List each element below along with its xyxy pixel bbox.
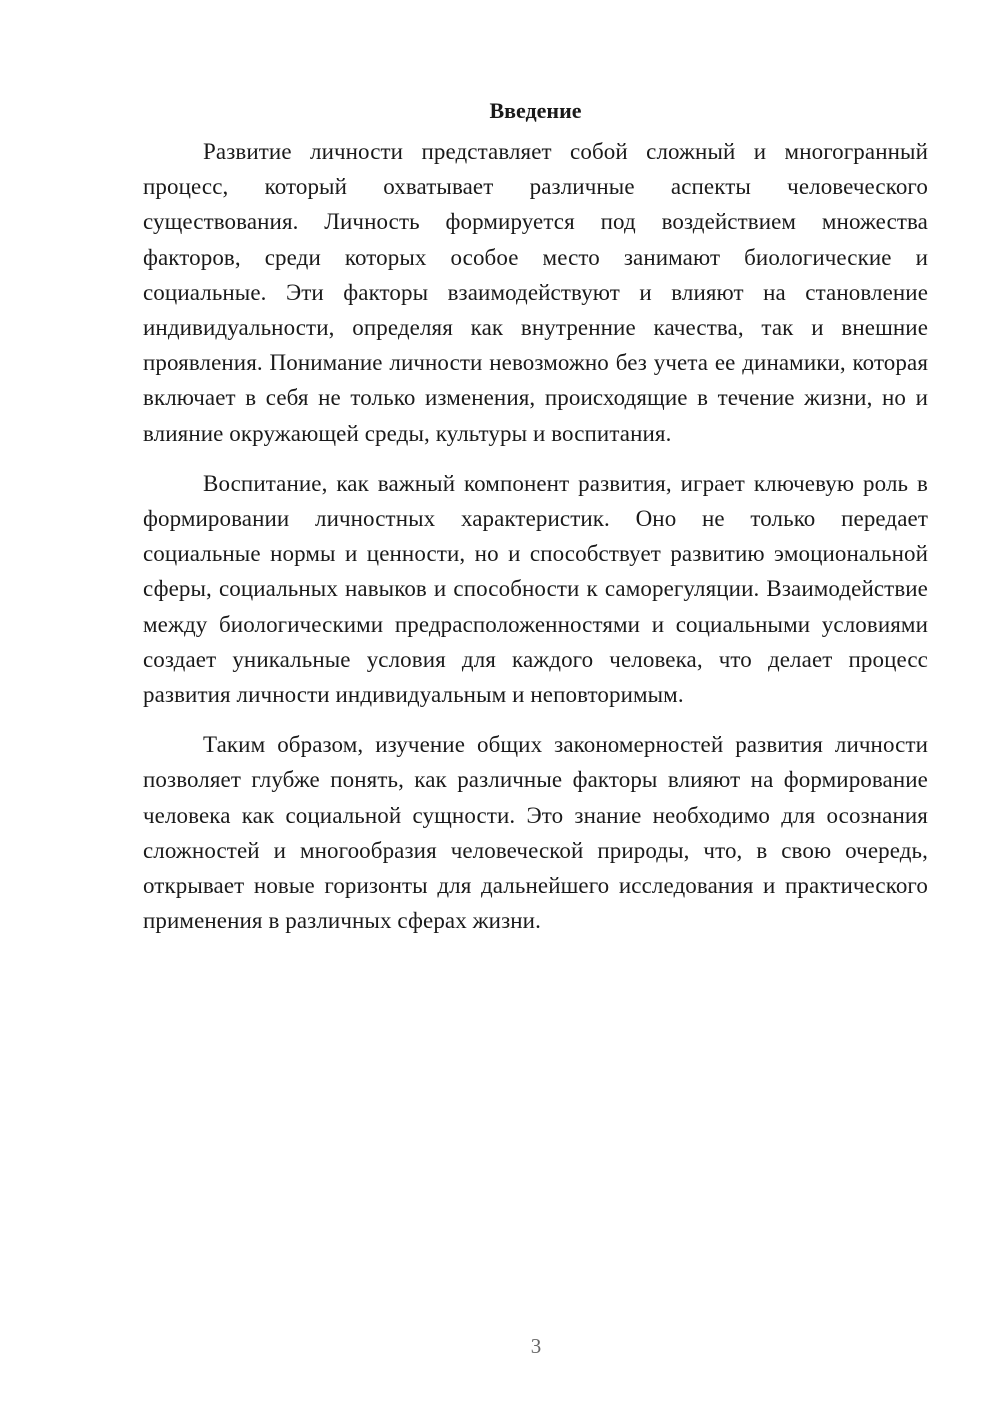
section-heading: Введение: [489, 98, 582, 123]
page-content: [143, 96, 928, 953]
page-number: 3: [530, 1334, 542, 1358]
paragraph-3: Таким образом, изучение общих закономерностей развития личности позволяет глубже понять, как различные факторы влияют на формирование человека как социальной сущности. Это знание необходимо для осознания сложностей и многообразия человеческой природы, что, в свою очередь, открывает новые горизонты для дальнейшего исследования и практического применения в различных сферах жизни.: [143, 732, 928, 934]
paragraph-2: Воспитание, как важный компонент развития, играет ключевую роль в формировании личностных характеристик. Оно не только передает социальные нормы и ценности, но и способствует развитию эмоциональной сферы, социальных навыков и способности к саморегуляции. Взаимодействие между биологическими предрасположенностями и социальными условиями создает уникальные условия для каждого человека, что делает процесс развития личности индивидуальным и неповторимым.: [143, 470, 928, 708]
paragraph-1: Развитие личности представляет собой сложный и многогранный процесс, который охватывает различные аспекты человеческого существования. Личность формируется под воздействием множества факторов, среди которых особое место занимают биологические и социальные. Эти факторы взаимодействуют и влияют на становление индивидуальности, определяя как внутренние качества, так и внешние проявления. Понимание личности невозможно без учета ее динамики, которая включает в себя не только изменения, происходящие в течение жизни, но и влияние окружающей среды, культуры и воспитания.: [143, 139, 928, 446]
